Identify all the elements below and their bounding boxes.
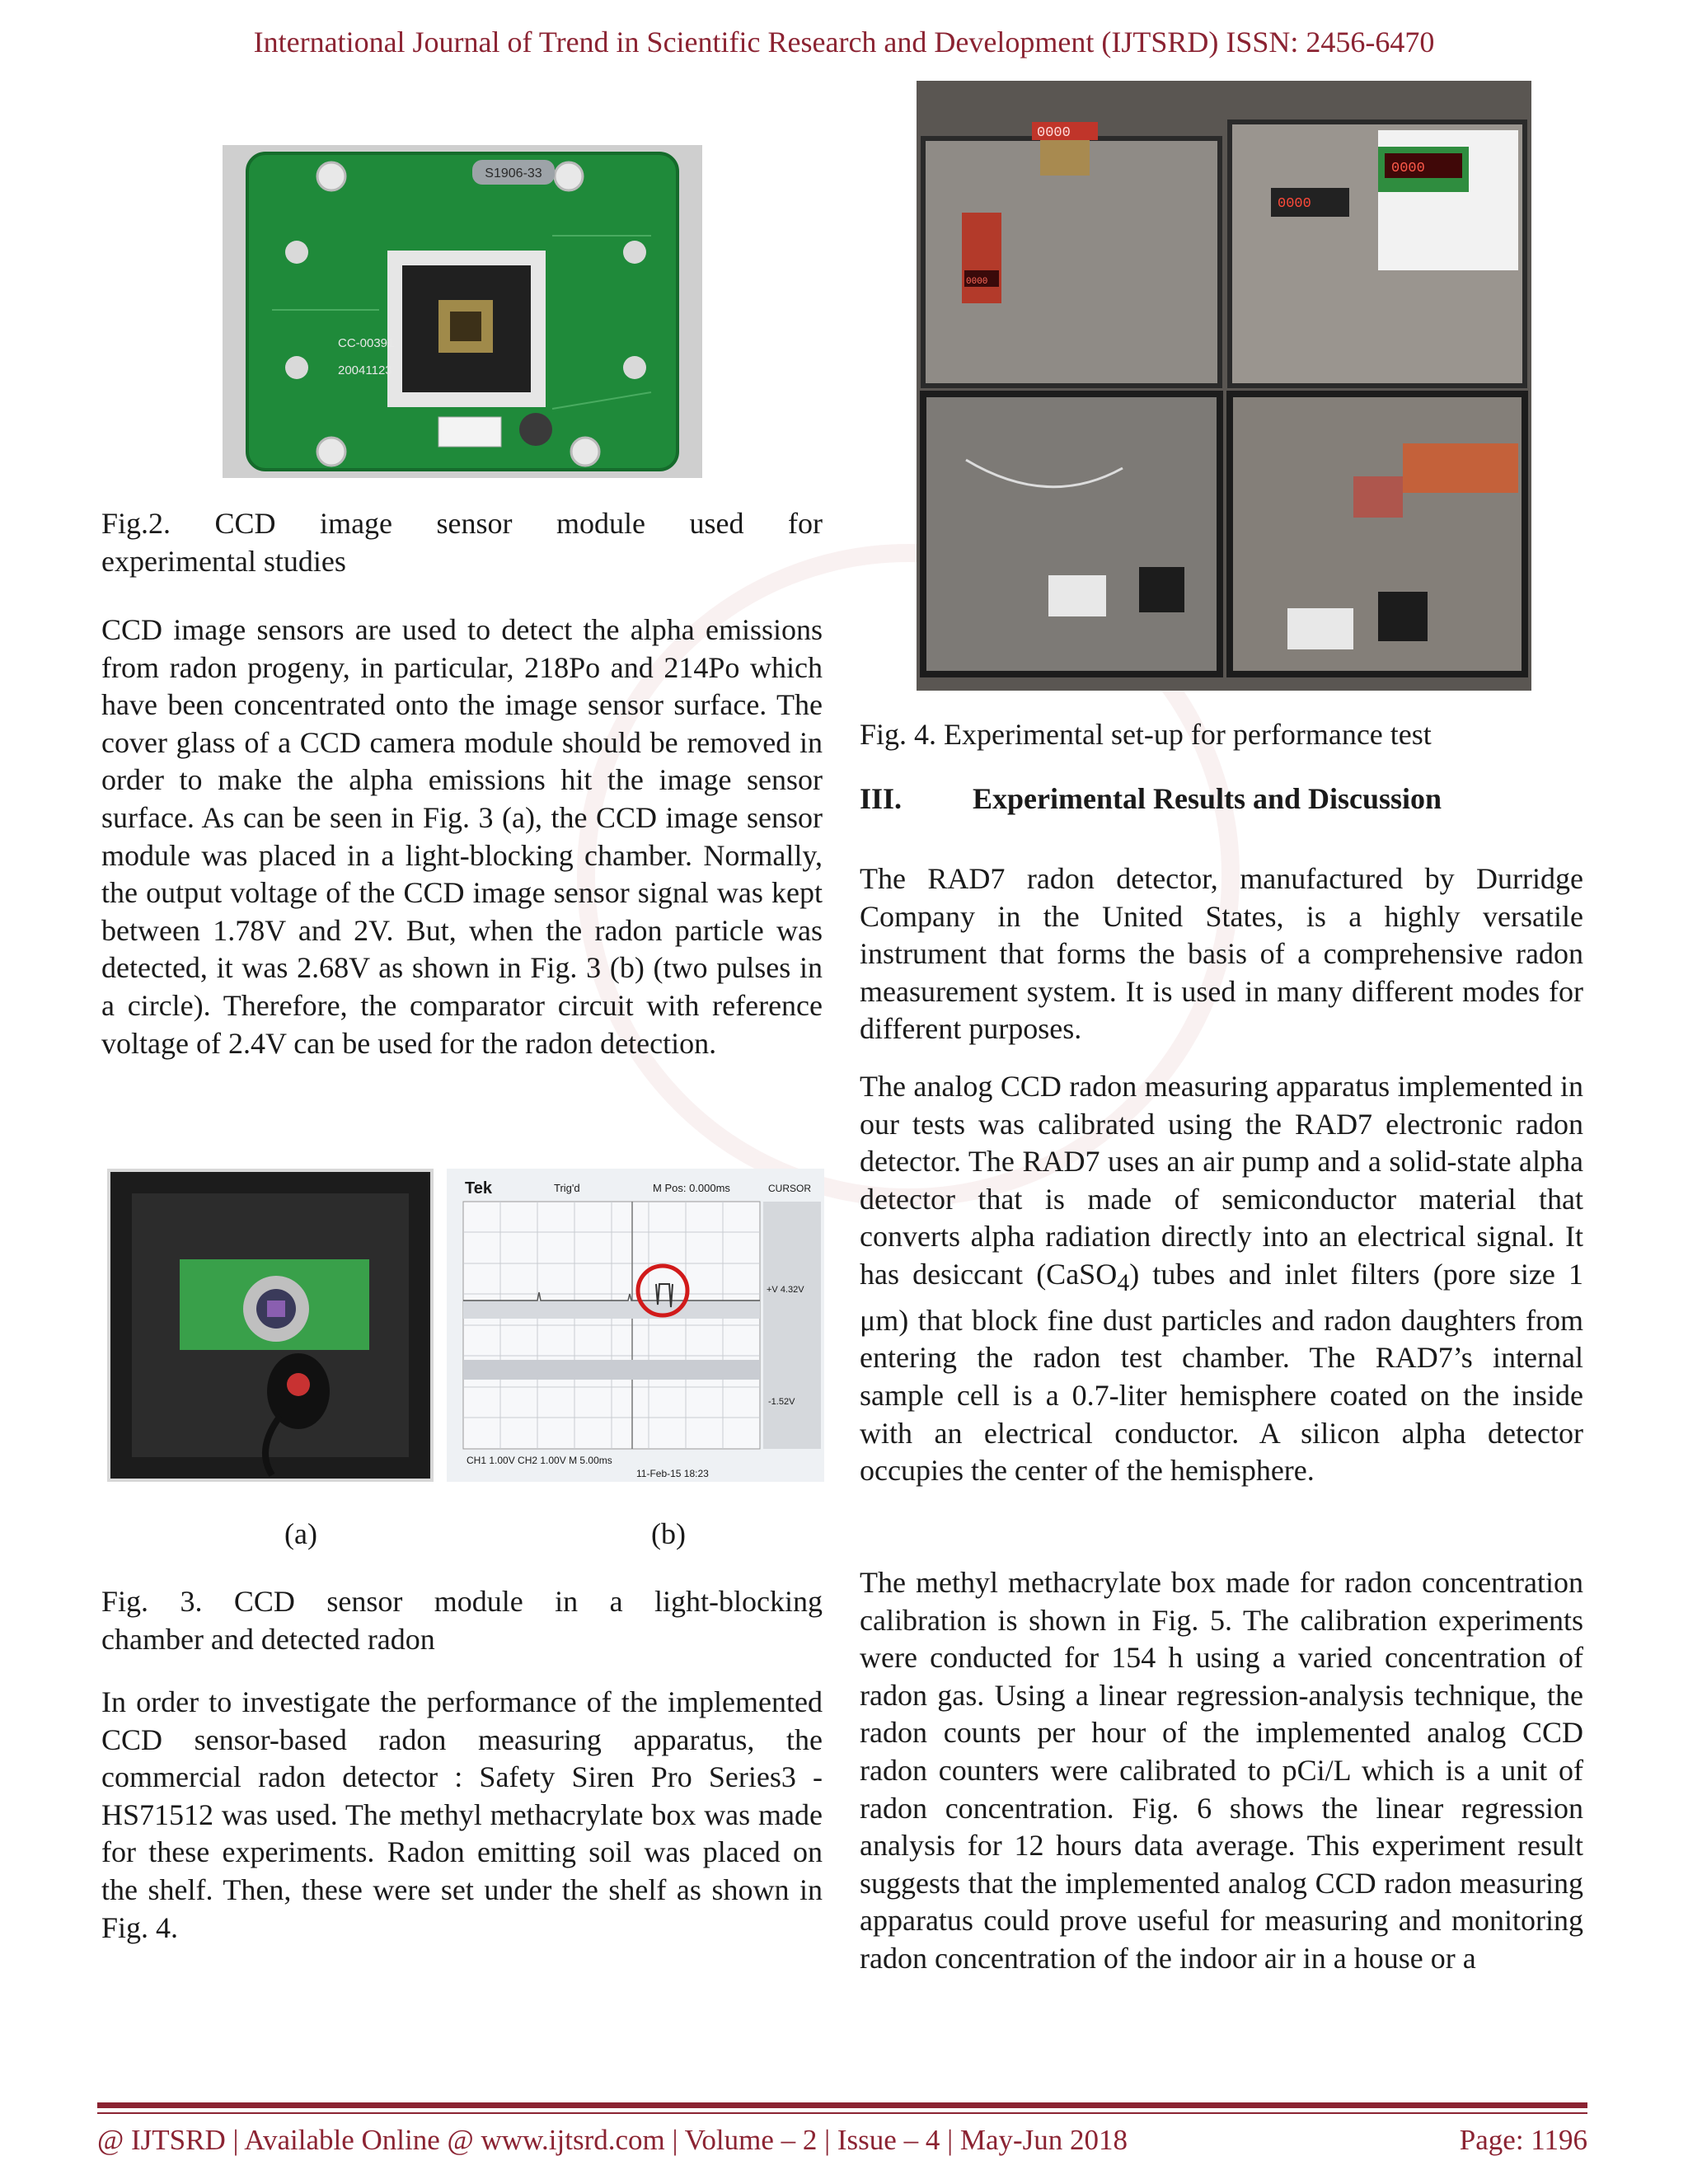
- fig3b-oscilloscope-screen: [447, 1169, 824, 1482]
- footer-info: @ IJTSRD | Available Online @ www.ijtsrd.com | Volume – 2 | Issue – 4 | May-Jun 2018: [97, 2124, 1128, 2156]
- footer-rule-thick: [97, 2102, 1587, 2108]
- scope-side-v1: +V 4.32V: [767, 1285, 804, 1295]
- journal-header: International Journal of Trend in Scientific Research and Development (IJTSRD) ISSN: 2456-6470: [253, 26, 1435, 59]
- fig2-ccd-module-photo: [223, 145, 702, 478]
- right-paragraph-2-part-a: The analog CCD radon measuring apparatus implemented in our tests was calibrated using the RAD7 electronic radon detector. The RAD7 uses an air pump and a solid-state alpha detector that is made of semiconductor material that converts alpha radiation directly into an electrical signal. It has desiccant (CaSO: [860, 1070, 1583, 1291]
- fig4-caption: Fig. 4. Experimental set-up for performance test: [860, 718, 1432, 751]
- fig3a-chamber-photo: [107, 1169, 434, 1482]
- scope-date: 11-Feb-15 18:23: [636, 1468, 709, 1479]
- display-1: 0000: [1037, 125, 1071, 141]
- right-paragraph-3: The methyl methacrylate box made for radon concentration calibration is shown in Fig. 5. The calibration experiments were conducted for 154 h using a varied concentration of radon gas. Using a linear regression-analysis technique, the radon counts per hour of the implemented analog CCD radon counters were calibrated to pCi/L which is a unit of radon concentration. Fig. 6 shows the linear regression analysis for 12 hours data average. This experiment result suggests that the implemented analog CCD radon measuring apparatus could prove useful for measuring and monitoring radon concentration of the indoor air in a house or a: [860, 1566, 1583, 1975]
- left-paragraph-2: In order to investigate the performance of the implemented CCD sensor-based radon measuring apparatus, the commercial radon detector : Safety Siren Pro Series3 - HS71512 was used. The methyl methacrylate box was made for these experiments. Radon emitting soil was placed on the shelf. Then, these were set under the shelf as shown in Fig. 4.: [101, 1685, 823, 1944]
- page-number: Page: 1196: [1459, 2124, 1587, 2156]
- footer-rule-thin: [97, 2112, 1587, 2114]
- section-title: Experimental Results and Discussion: [973, 782, 1442, 815]
- fig4-experimental-setup-photo: [917, 81, 1531, 691]
- fig2-caption-line2: experimental studies: [101, 545, 346, 578]
- fig2-caption-line1: Fig.2. CCD image sensor module used for: [101, 507, 823, 540]
- date-label: 20041123: [338, 363, 392, 377]
- right-paragraph-2-part-b: ) tubes and inlet filters (pore size 1 μm) that block fine dust particles and radon daughters from entering the radon test chamber. The RAD7’s internal sample cell is a 0.7-liter hemisphere coated on the inside with an electrical conductor. A silicon alpha detector occupies the center of the hemisphere.: [860, 1257, 1583, 1488]
- part-number-label: CC-00391: [338, 336, 395, 350]
- footer: [97, 2124, 1587, 2157]
- display-4: 0000: [1391, 161, 1425, 176]
- scope-brand: Tek: [465, 1179, 492, 1197]
- subscript-4: 4: [1117, 1269, 1130, 1297]
- fig3a-label: (a): [284, 1517, 317, 1550]
- scope-mpos: M Pos: 0.000ms: [653, 1182, 730, 1194]
- right-paragraph-2: [860, 1068, 1583, 1490]
- scope-trigger: Trig'd: [554, 1182, 580, 1194]
- fig3-caption-line2: chamber and detected radon: [101, 1623, 435, 1656]
- section-number: III.: [860, 782, 903, 815]
- fig3-caption-line1: Fig. 3. CCD sensor module in a light-blocking: [101, 1585, 823, 1618]
- fig3b-label: (b): [651, 1517, 686, 1550]
- scope-bottom-readout: CH1 1.00V CH2 1.00V M 5.00ms: [467, 1455, 612, 1466]
- left-paragraph-1: CCD image sensors are used to detect the alpha emissions from radon progeny, in particular, 218Po and 214Po which have been concentrated onto the image sensor surface. The cover glass of a CCD camera module should be removed in order to make the alpha emissions hit the image sensor surface. As can be seen in Fig. 3 (a), the CCD image sensor module was placed in a light-blocking chamber. Normally, the output voltage of the CCD image sensor signal was kept between 1.78V and 2V. But, when the radon particle was detected, it was 2.68V as shown in Fig. 3 (b) (two pulses in a circle). Therefore, the comparator circuit with reference voltage of 2.4V can be used for the radon detection.: [101, 613, 823, 1060]
- scope-menu-title: CURSOR: [768, 1183, 812, 1194]
- crystal-label: S1906-33: [485, 166, 542, 180]
- scope-side-v2: -1.52V: [768, 1397, 795, 1407]
- display-3: 0000: [1278, 196, 1311, 212]
- right-paragraph-1: The RAD7 radon detector, manufactured by Durridge Company in the United States, is a highly versatile instrument that forms the basis of a comprehensive radon measurement system. It is used in many different modes for different purposes.: [860, 862, 1583, 1046]
- display-2: 0000: [966, 277, 988, 287]
